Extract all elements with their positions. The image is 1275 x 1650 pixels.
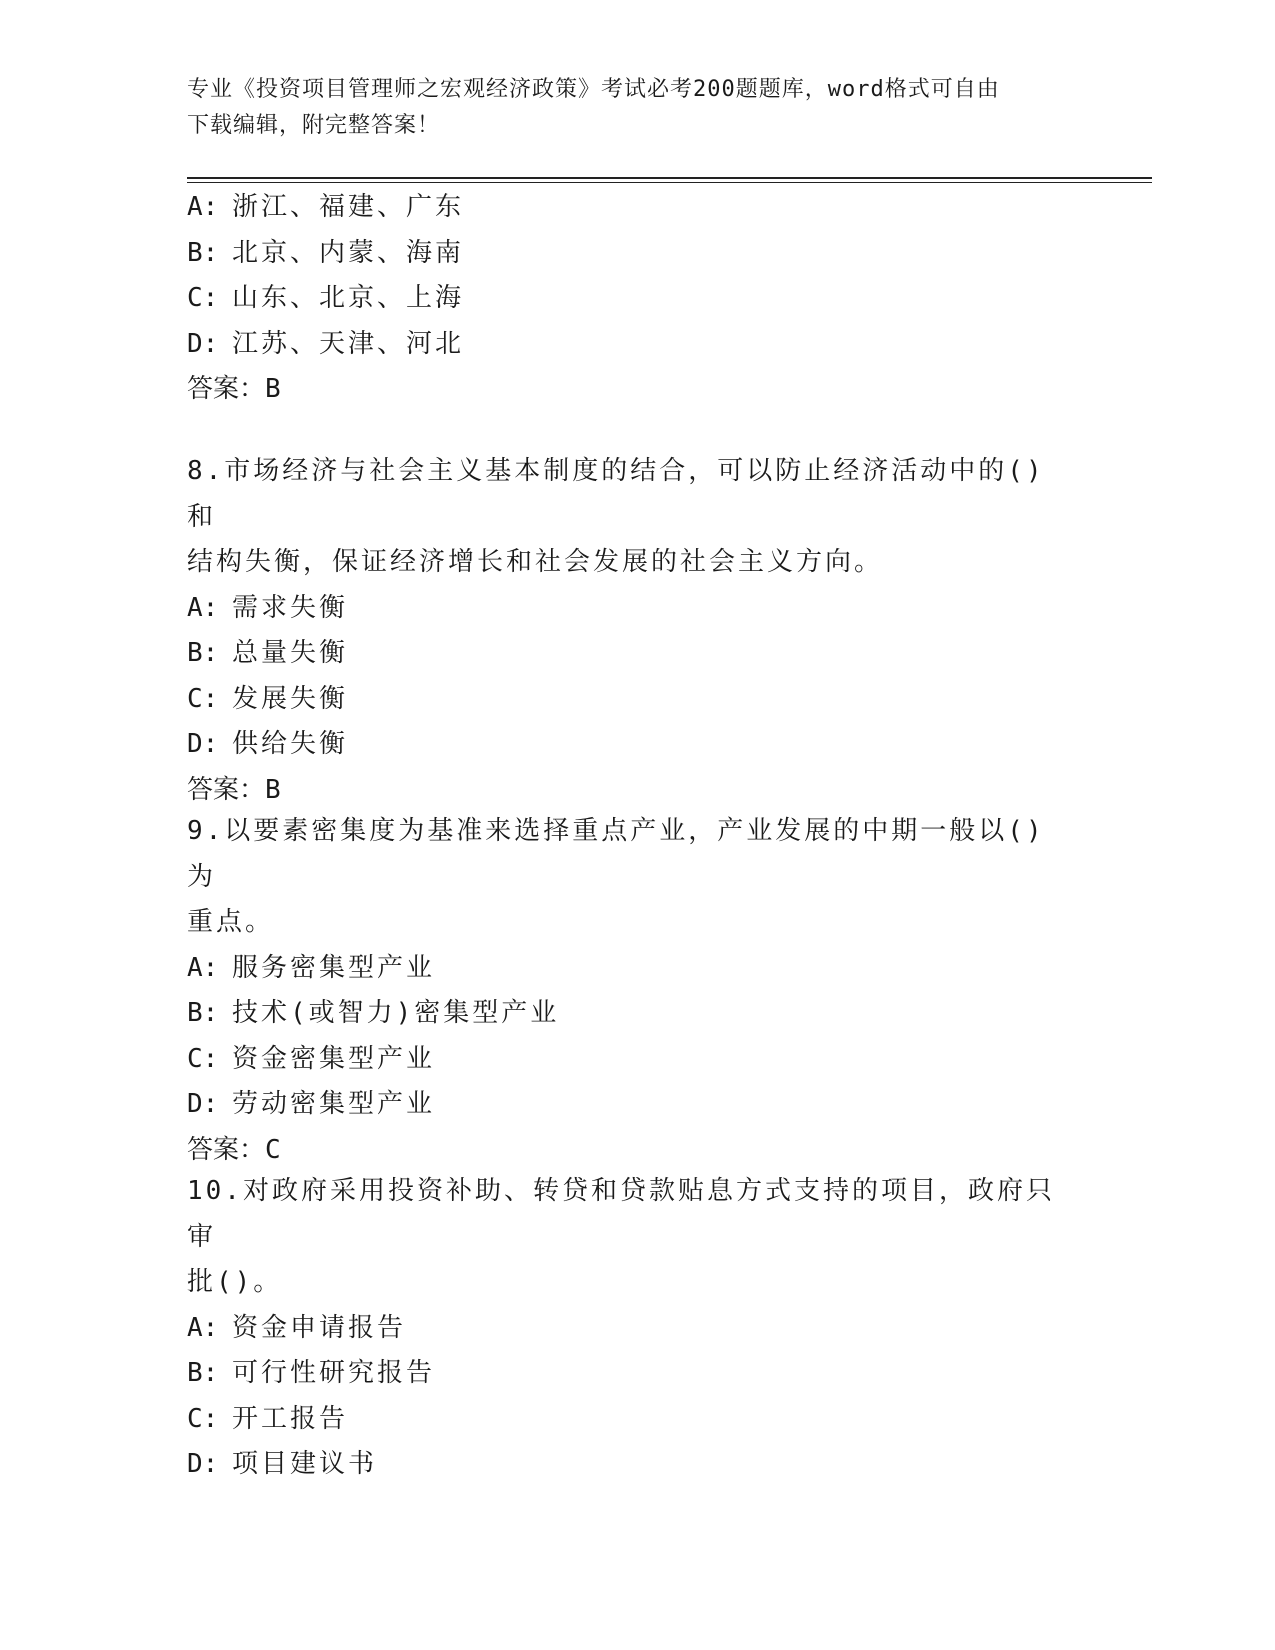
option-d: D: 江苏、天津、河北 xyxy=(187,328,465,359)
option-a: A: 资金申请报告 xyxy=(187,1312,407,1343)
option-c: C: 山东、北京、上海 xyxy=(187,283,465,313)
option-a: A: 需求失衡 xyxy=(187,592,349,623)
option-b: B: 北京、内蒙、海南 xyxy=(187,237,465,268)
question-text: 8.市场经济与社会主义基本制度的结合，可以防止经济活动中的()和 结构失衡，保证经济增长和社会发展的社会主义方向。 xyxy=(187,456,1045,577)
question-7-block xyxy=(187,185,1087,413)
option-c: C: 开工报告 xyxy=(187,1403,349,1434)
option-d: D: 劳动密集型产业 xyxy=(187,1089,436,1119)
answer-line: 答案：C xyxy=(187,1134,281,1165)
header-line-2: 下载编辑，附完整答案！ xyxy=(187,113,441,138)
option-c: C: 资金密集型产业 xyxy=(187,1043,436,1074)
option-a: A: 服务密集型产业 xyxy=(187,952,436,983)
option-c: C: 发展失衡 xyxy=(187,683,349,714)
document-header xyxy=(187,72,1087,144)
option-d: D: 供给失衡 xyxy=(187,729,349,759)
question-9-block xyxy=(187,809,1087,1173)
option-a: A: 浙江、福建、广东 xyxy=(187,192,465,222)
option-b: B: 总量失衡 xyxy=(187,638,349,668)
option-d: D: 项目建议书 xyxy=(187,1449,378,1479)
answer-line: 答案：B xyxy=(187,774,281,805)
question-10-block xyxy=(187,1169,1087,1488)
question-text: 10.对政府采用投资补助、转贷和贷款贴息方式支持的项目，政府只审 批()。 xyxy=(187,1176,1055,1297)
question-text: 9.以要素密集度为基准来选择重点产业，产业发展的中期一般以()为 重点。 xyxy=(187,816,1045,937)
question-8-block xyxy=(187,449,1087,813)
header-divider xyxy=(187,177,1152,183)
answer-line: 答案：B xyxy=(187,374,281,404)
option-b: B: 可行性研究报告 xyxy=(187,1358,436,1388)
header-line-1: 专业《投资项目管理师之宏观经济政策》考试必考200题题库，word格式可自由 xyxy=(187,77,1000,102)
option-b: B: 技术(或智力)密集型产业 xyxy=(187,998,560,1028)
